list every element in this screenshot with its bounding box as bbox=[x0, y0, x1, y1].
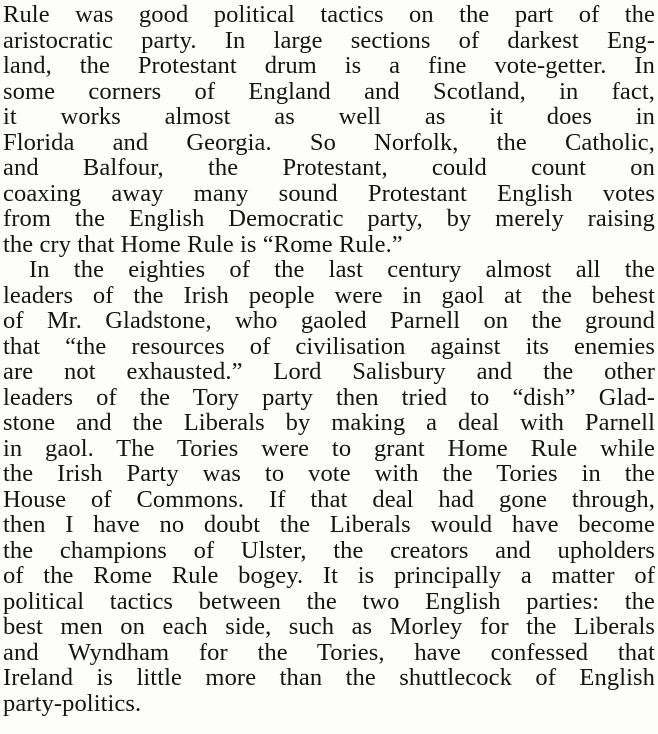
text-line: of the Rome Rule bogey. It is principally a matter of bbox=[3, 562, 655, 589]
text-line: of Mr. Gladstone, who gaoled Parnell on the ground bbox=[3, 307, 655, 334]
text-line: aristocratic party. In large sections of darkest Eng- bbox=[3, 26, 655, 54]
text-line: leaders of the Tory party then tried to “dish” Glad- bbox=[3, 383, 655, 411]
text-line: best men on each side, such as Morley for the Liberals bbox=[3, 613, 655, 640]
text-line: Ireland is little more than the shuttlecock of English bbox=[3, 664, 655, 691]
text-line: and Balfour, the Protestant, could count on bbox=[3, 154, 655, 181]
text-line: from the English Democratic party, by merely raising bbox=[3, 205, 655, 232]
text-line: the champions of Ulster, the creators and upholders bbox=[3, 536, 655, 564]
text-line: in gaol. The Tories were to grant Home Rule while bbox=[3, 434, 655, 462]
text-line: leaders of the Irish people were in gaol at the behest bbox=[3, 281, 655, 309]
text-line: the cry that Home Rule is “Rome Rule.” bbox=[3, 230, 403, 258]
text-line: that “the resources of civilisation against its enemies bbox=[3, 332, 655, 360]
text-line: stone and the Liberals by making a deal with Parnell bbox=[3, 409, 655, 436]
text-line: party-politics. bbox=[3, 689, 142, 717]
text-column bbox=[3, 2, 655, 716]
text-line: political tactics between the two English parties: the bbox=[3, 587, 655, 615]
paragraph-1 bbox=[3, 2, 655, 257]
text-line: coaxing away many sound Protestant English votes bbox=[3, 179, 655, 207]
text-line: are not exhausted.” Lord Salisbury and the other bbox=[3, 358, 655, 385]
text-line: Florida and Georgia. So Norfolk, the Catholic, bbox=[3, 128, 655, 156]
paragraph-2 bbox=[3, 257, 655, 716]
text-line: In the eighties of the last century almost all the bbox=[29, 256, 655, 283]
text-line: Rule was good political tactics on the part of the bbox=[3, 1, 655, 28]
text-line: and Wyndham for the Tories, have confessed that bbox=[3, 638, 655, 666]
text-line: it works almost as well as it does in bbox=[3, 103, 655, 130]
text-line: then I have no doubt the Liberals would have become bbox=[3, 511, 655, 538]
text-line: some corners of England and Scotland, in fact, bbox=[3, 77, 655, 105]
text-line: land, the Protestant drum is a fine vote-getter. In bbox=[3, 52, 655, 79]
text-line: the Irish Party was to vote with the Tories in the bbox=[3, 460, 655, 487]
text-line: House of Commons. If that deal had gone through, bbox=[3, 485, 655, 513]
